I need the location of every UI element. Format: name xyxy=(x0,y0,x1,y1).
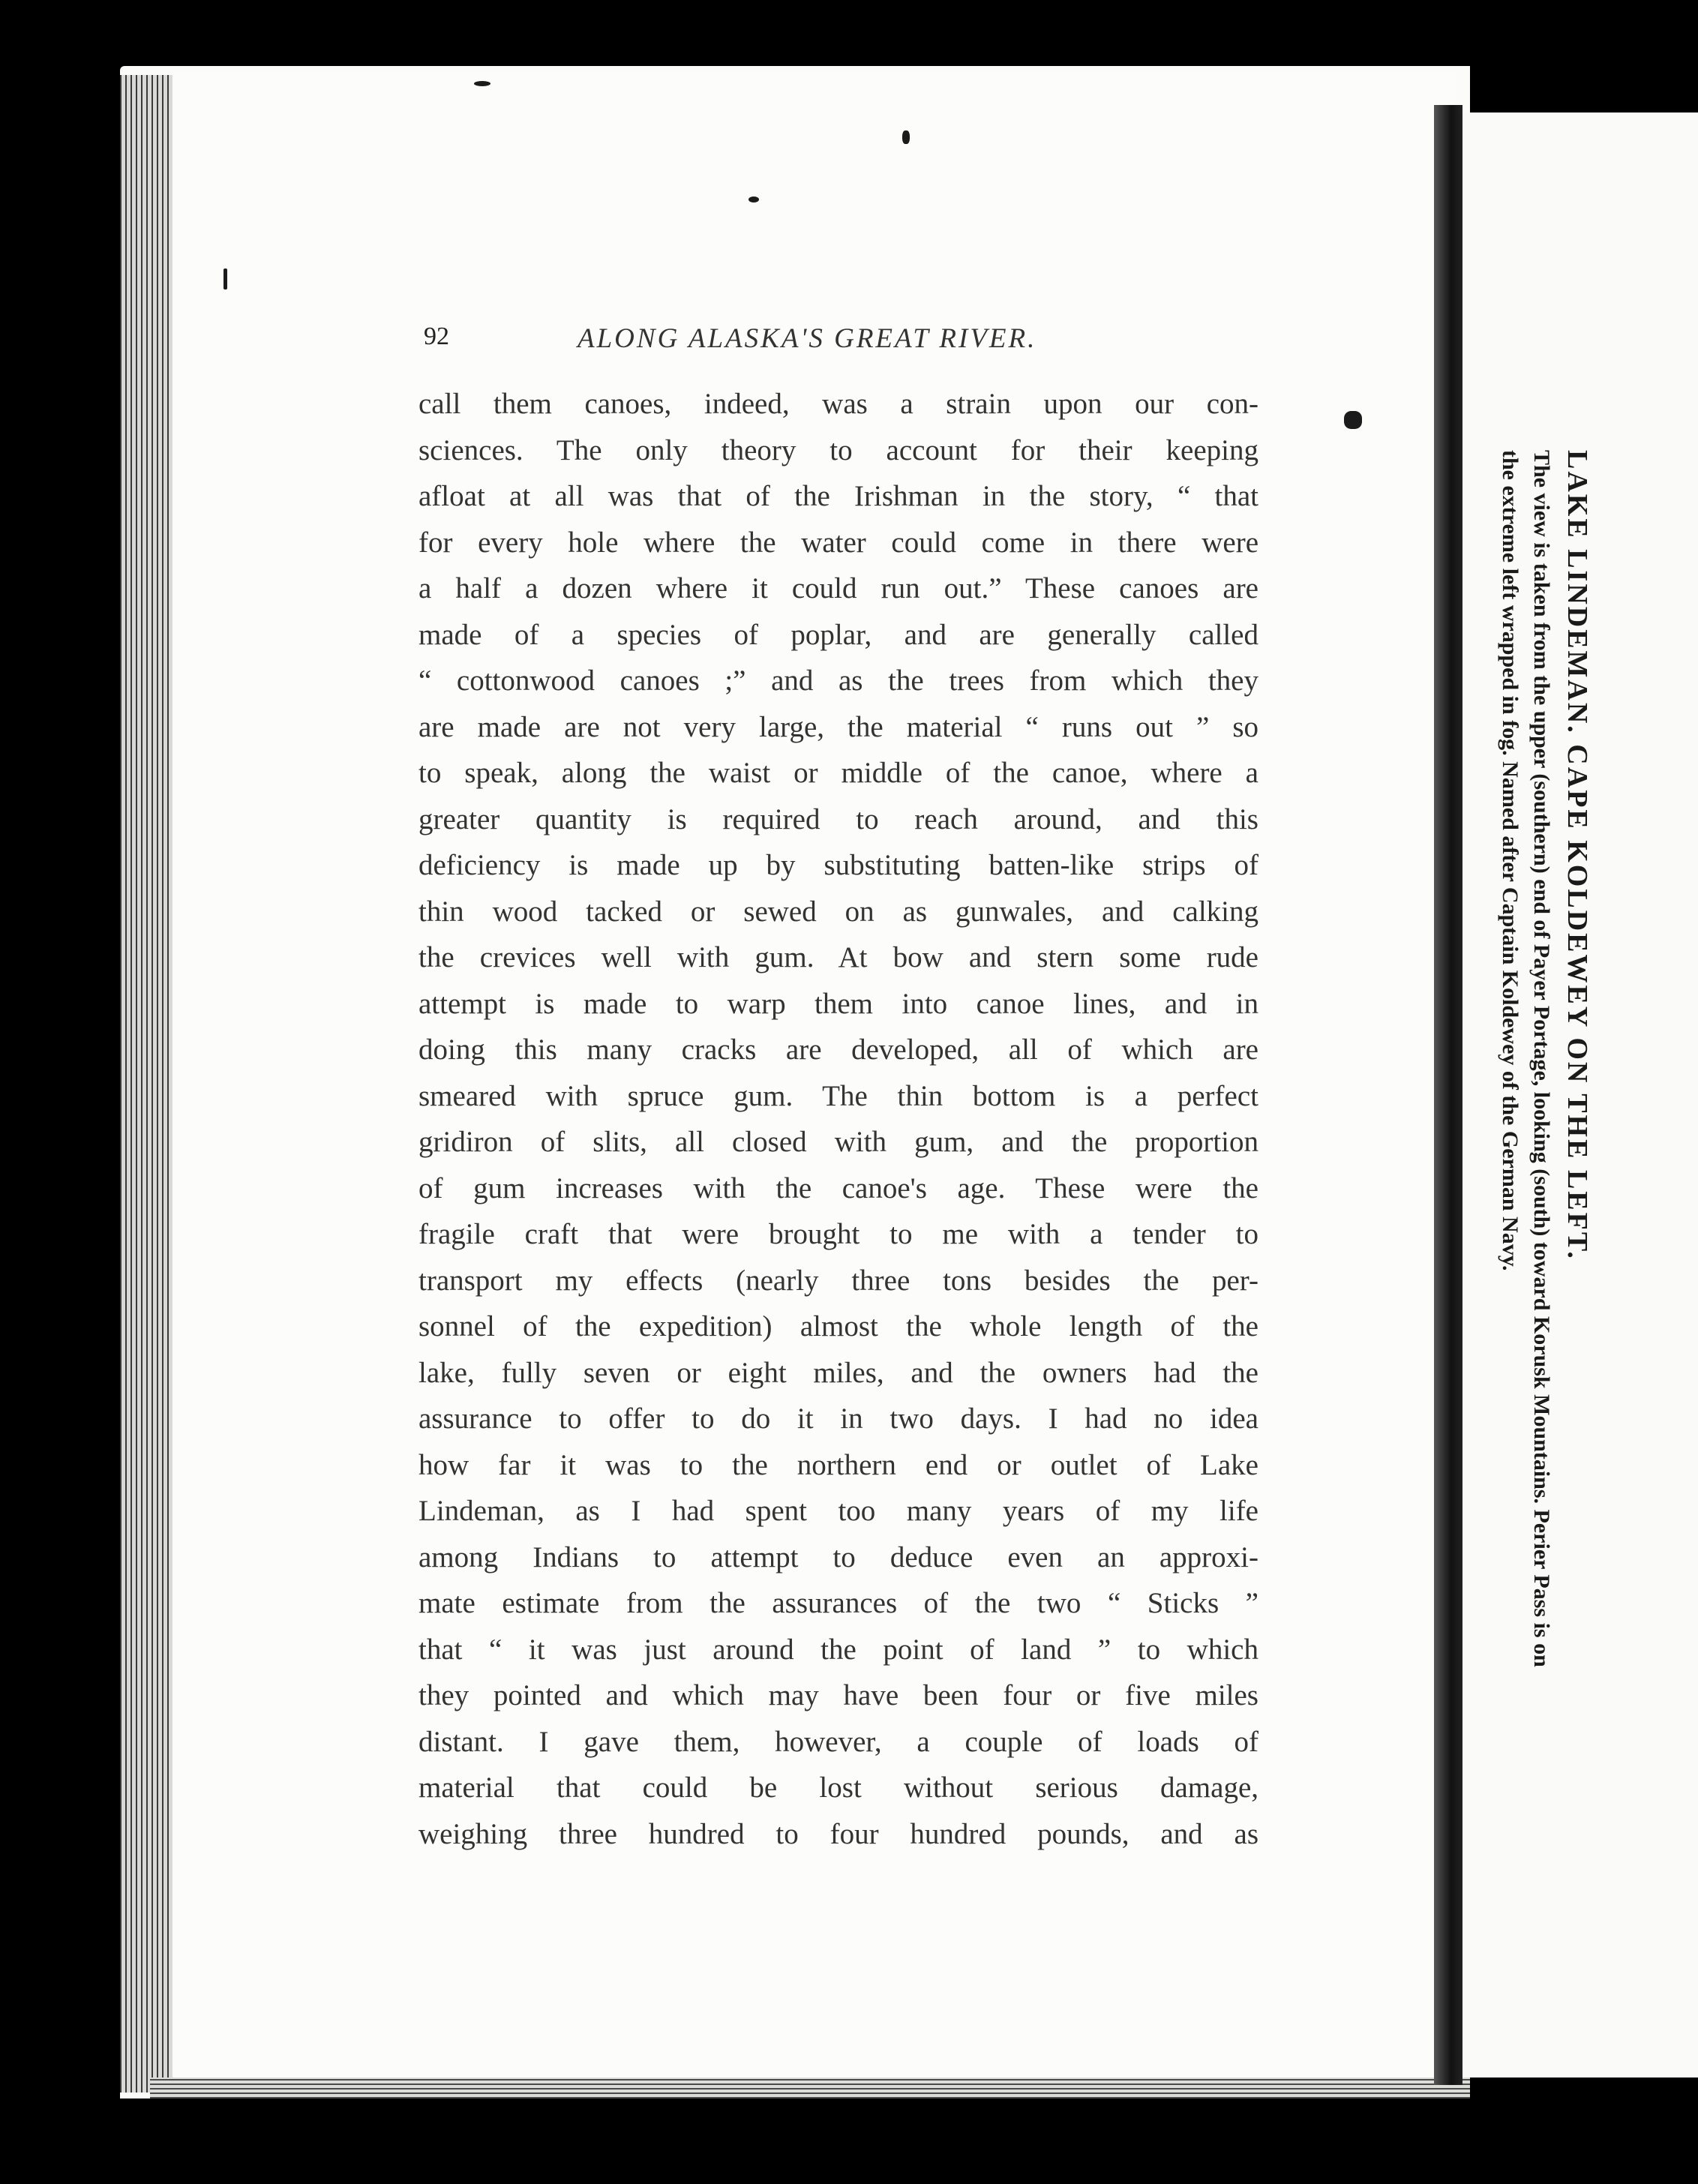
scan-speck xyxy=(748,196,759,202)
plate-caption xyxy=(1494,450,1598,2010)
text-line: sonnel of the expedition) almost the whole length of the xyxy=(418,1310,1258,1342)
text-line: made of a species of poplar, and are generally called xyxy=(418,618,1258,651)
text-line: gridiron of slits, all closed with gum, and the proportion xyxy=(418,1126,1258,1158)
scan-speck xyxy=(902,130,910,144)
text-line: a half a dozen where it could run out.” These canoes are xyxy=(418,572,1258,604)
text-line: deficiency is made up by substituting batten-like strips of xyxy=(418,849,1258,881)
text-line: thin wood tacked or sewed on as gunwales, and calking xyxy=(418,895,1258,928)
text-line: weighing three hundred to four hundred pounds, and as xyxy=(418,1817,1258,1850)
plate-caption-title: LAKE LINDEMAN. CAPE KOLDEWEY ON THE LEFT. xyxy=(1562,450,1593,1261)
body-text xyxy=(418,381,1258,1857)
text-line: they pointed and which may have been four or five miles xyxy=(418,1679,1258,1712)
page-bottom-edges xyxy=(150,2078,1470,2098)
text-line: how far it was to the northern end or outlet of Lake xyxy=(418,1448,1258,1481)
text-line: “ cottonwood canoes ;” and as the trees from which they xyxy=(418,664,1258,697)
running-title: ALONG ALASKA'S GREAT RIVER. xyxy=(578,323,1037,354)
page-edges xyxy=(120,75,172,2092)
text-line: sciences. The only theory to account for their keeping xyxy=(418,434,1258,466)
plate-caption-line: The view is taken from the upper (southern) end of Payer Portage, looking (south) toward Korusk Mountains. Perier Pass is on xyxy=(1529,450,1554,1667)
text-line: are made are not very large, the material “ runs out ” so xyxy=(418,710,1258,743)
text-line: for every hole where the water could come in there were xyxy=(418,526,1258,559)
text-line: the crevices well with gum. At bow and stern some rude xyxy=(418,941,1258,974)
text-line: fragile craft that were brought to me with a tender to xyxy=(418,1218,1258,1250)
text-line: that “ it was just around the point of land ” to which xyxy=(418,1633,1258,1666)
text-line: doing this many cracks are developed, all of which are xyxy=(418,1034,1258,1066)
text-line: of gum increases with the canoe's age. These were the xyxy=(418,1172,1258,1204)
scan-speck xyxy=(474,81,490,86)
text-line: Lindeman, as I had spent too many years of my life xyxy=(418,1495,1258,1527)
text-line: mate estimate from the assurances of the two “ Sticks ” xyxy=(418,1587,1258,1619)
text-line: assurance to offer to do it in two days. I had no idea xyxy=(418,1402,1258,1435)
text-line: lake, fully seven or eight miles, and the owners had the xyxy=(418,1356,1258,1389)
running-head xyxy=(424,322,1399,368)
scan-speck xyxy=(1344,411,1362,429)
binding-gutter xyxy=(1434,105,1462,2085)
text-line: transport my effects (nearly three tons besides the per- xyxy=(418,1264,1258,1297)
page-number: 92 xyxy=(424,322,449,350)
scan-speck xyxy=(224,268,227,290)
text-line: call them canoes, indeed, was a strain upon our con- xyxy=(418,388,1258,420)
text-line: afloat at all was that of the Irishman in the story, “ that xyxy=(418,480,1258,512)
text-line: among Indians to attempt to deduce even an approxi- xyxy=(418,1540,1258,1574)
plate-caption-line: the extreme left wrapped in fog. Named after Captain Koldewey of the German Navy. xyxy=(1498,450,1522,1271)
text-line: material that could be lost without serious damage, xyxy=(418,1772,1258,1804)
text-line: to speak, along the waist or middle of the canoe, where a xyxy=(418,757,1258,789)
text-line: distant. I gave them, however, a couple of loads of xyxy=(418,1725,1258,1758)
text-line: greater quantity is required to reach around, and this xyxy=(418,802,1258,836)
text-line: attempt is made to warp them into canoe lines, and in xyxy=(418,987,1258,1020)
text-line: smeared with spruce gum. The thin bottom is a perfect xyxy=(418,1079,1258,1112)
